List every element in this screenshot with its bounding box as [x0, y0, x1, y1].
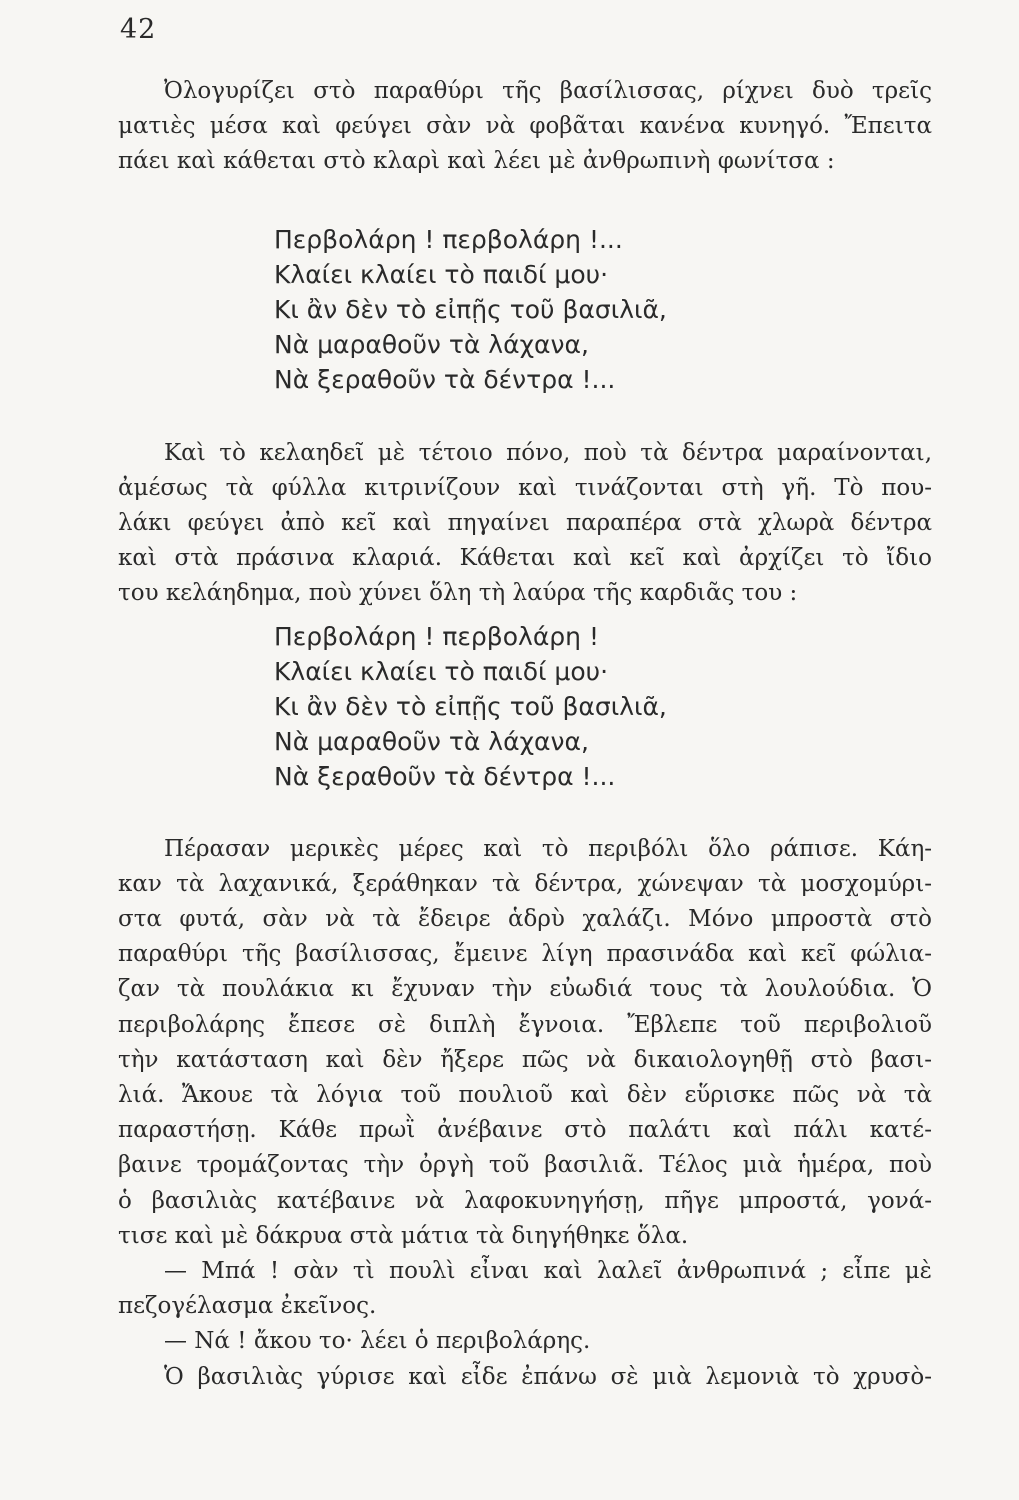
text-line: Καὶ τὸ κελαηδεῖ μὲ τέτοιο πόνο, ποὺ τὰ δέντρα μαραίνονται,: [164, 439, 932, 466]
page-content: [118, 74, 932, 1395]
text-line: περιβολάρης ἔπεσε σὲ διπλὴ ἔγνοια. Ἔβλεπε τοῦ περιβολιοῦ: [118, 1011, 932, 1038]
text-line: ἀμέσως τὰ φύλλα κιτρινίζουν καὶ τινάζονται στὴ γῆ. Τὸ που-: [118, 474, 932, 501]
text-line: στα φυτά, σὰν νὰ τὰ ἔδειρε ἁδρὺ χαλάζι. Μόνο μπροστὰ στὸ: [118, 906, 932, 933]
text-line: Πέρασαν μερικὲς μέρες καὶ τὸ περιβόλι ὅλο ράπισε. Κάη-: [164, 835, 932, 862]
verse-line: Περβολάρη ! περβολάρη !...: [274, 224, 623, 254]
verse-1: [118, 222, 932, 397]
text-line: ὁ βασιλιὰς κατέβαινε νὰ λαφοκυνηγήσῃ, πῆγε μπροστά, γονά-: [118, 1187, 932, 1214]
text-line: καὶ στὰ πράσινα κλαριά. Κάθεται καὶ κεῖ καὶ ἀρχίζει τὸ ἴδιο: [118, 545, 932, 572]
text-line: τισε καὶ μὲ δάκρυα στὰ μάτια τὰ διηγήθηκε ὅλα.: [118, 1222, 689, 1249]
dialogue-line: — Νά ! ἄκου το· λέει ὁ περιβολάρης.: [164, 1328, 591, 1355]
verse-line: Περβολάρη ! περβολάρη !: [274, 621, 599, 651]
dialogue-line: Ὁ βασιλιὰς γύρισε καὶ εἶδε ἐπάνω σὲ μιὰ λεμονιὰ τὸ χρυσὸ-: [164, 1363, 932, 1390]
text-line: τὴν κατάσταση καὶ δὲν ἤξερε πῶς νὰ δικαιολογηθῇ στὸ βασι-: [118, 1046, 932, 1073]
text-line: βαινε τρομάζοντας τὴν ὀργὴ τοῦ βασιλιᾶ. Τέλος μιὰ ἡμέρα, ποὺ: [118, 1152, 932, 1179]
verse-line: Νὰ ξεραθοῦν τὰ δέντρα !...: [274, 761, 616, 791]
text-line: λιά. Ἄκουε τὰ λόγια τοῦ πουλιοῦ καὶ δὲν εὕρισκε πῶς νὰ τὰ: [118, 1082, 932, 1109]
text-line: Ὀλογυρίζει στὸ παραθύρι τῆς βασίλισσας, ρίχνει δυὸ τρεῖς: [164, 78, 932, 104]
verse-line: Κλαίει κλαίει τὸ παιδί μου·: [274, 656, 609, 686]
verse-2: [118, 619, 932, 794]
text-line: ματιὲς μέσα καὶ φεύγει σὰν νὰ φοβᾶται κανένα κυνηγό. Ἔπειτα: [118, 113, 932, 140]
page-number: 42: [120, 14, 157, 45]
verse-line: Νὰ μαραθοῦν τὰ λάχανα,: [274, 329, 589, 359]
paragraph-3: [118, 832, 932, 1254]
dialogue-line: — Μπά ! σὰν τὶ πουλὶ εἶναι καὶ λαλεῖ ἀνθρωπινά ; εἶπε μὲ: [164, 1258, 932, 1285]
text-line: παραθύρι τῆς βασίλισσας, ἔμεινε λίγη πρασινάδα καὶ κεῖ φώλια-: [118, 941, 932, 968]
verse-line: Νὰ ξεραθοῦν τὰ δέντρα !...: [274, 364, 616, 394]
text-line: ζαν τὰ πουλάκια κι ἔχυναν τὴν εὐωδιά τους τὰ λουλούδια. Ὁ: [118, 976, 932, 1003]
text-line: παραστήσῃ. Κάθε πρωῒ ἀνέβαινε στὸ παλάτι καὶ πάλι κατέ-: [118, 1117, 932, 1144]
verse-line: Κλαίει κλαίει τὸ παιδί μου·: [274, 259, 609, 289]
dialogue-line: πεζογέλασμα ἐκεῖνος.: [118, 1293, 377, 1320]
paragraph-2: [118, 436, 932, 612]
text-line: λάκι φεύγει ἀπὸ κεῖ καὶ πηγαίνει παραπέρα στὰ χλωρὰ δέντρα: [118, 510, 932, 537]
text-line: καν τὰ λαχανικά, ξεράθηκαν τὰ δέντρα, χώνεψαν τὰ μοσχομύρι-: [118, 870, 932, 897]
text-line: του κελάηδημα, ποὺ χύνει ὅλη τὴ λαύρα τῆς καρδιᾶς του :: [118, 580, 798, 607]
paragraph-1: [118, 74, 932, 180]
verse-line: Κι ἂν δὲν τὸ εἰπῇς τοῦ βασιλιᾶ,: [274, 294, 667, 324]
dialogue: [118, 1254, 932, 1395]
verse-line: Νὰ μαραθοῦν τὰ λάχανα,: [274, 726, 589, 756]
verse-line: Κι ἂν δὲν τὸ εἰπῇς τοῦ βασιλιᾶ,: [274, 691, 667, 721]
text-line: πάει καὶ κάθεται στὸ κλαρὶ καὶ λέει μὲ ἀνθρωπινὴ φωνίτσα :: [118, 148, 835, 175]
